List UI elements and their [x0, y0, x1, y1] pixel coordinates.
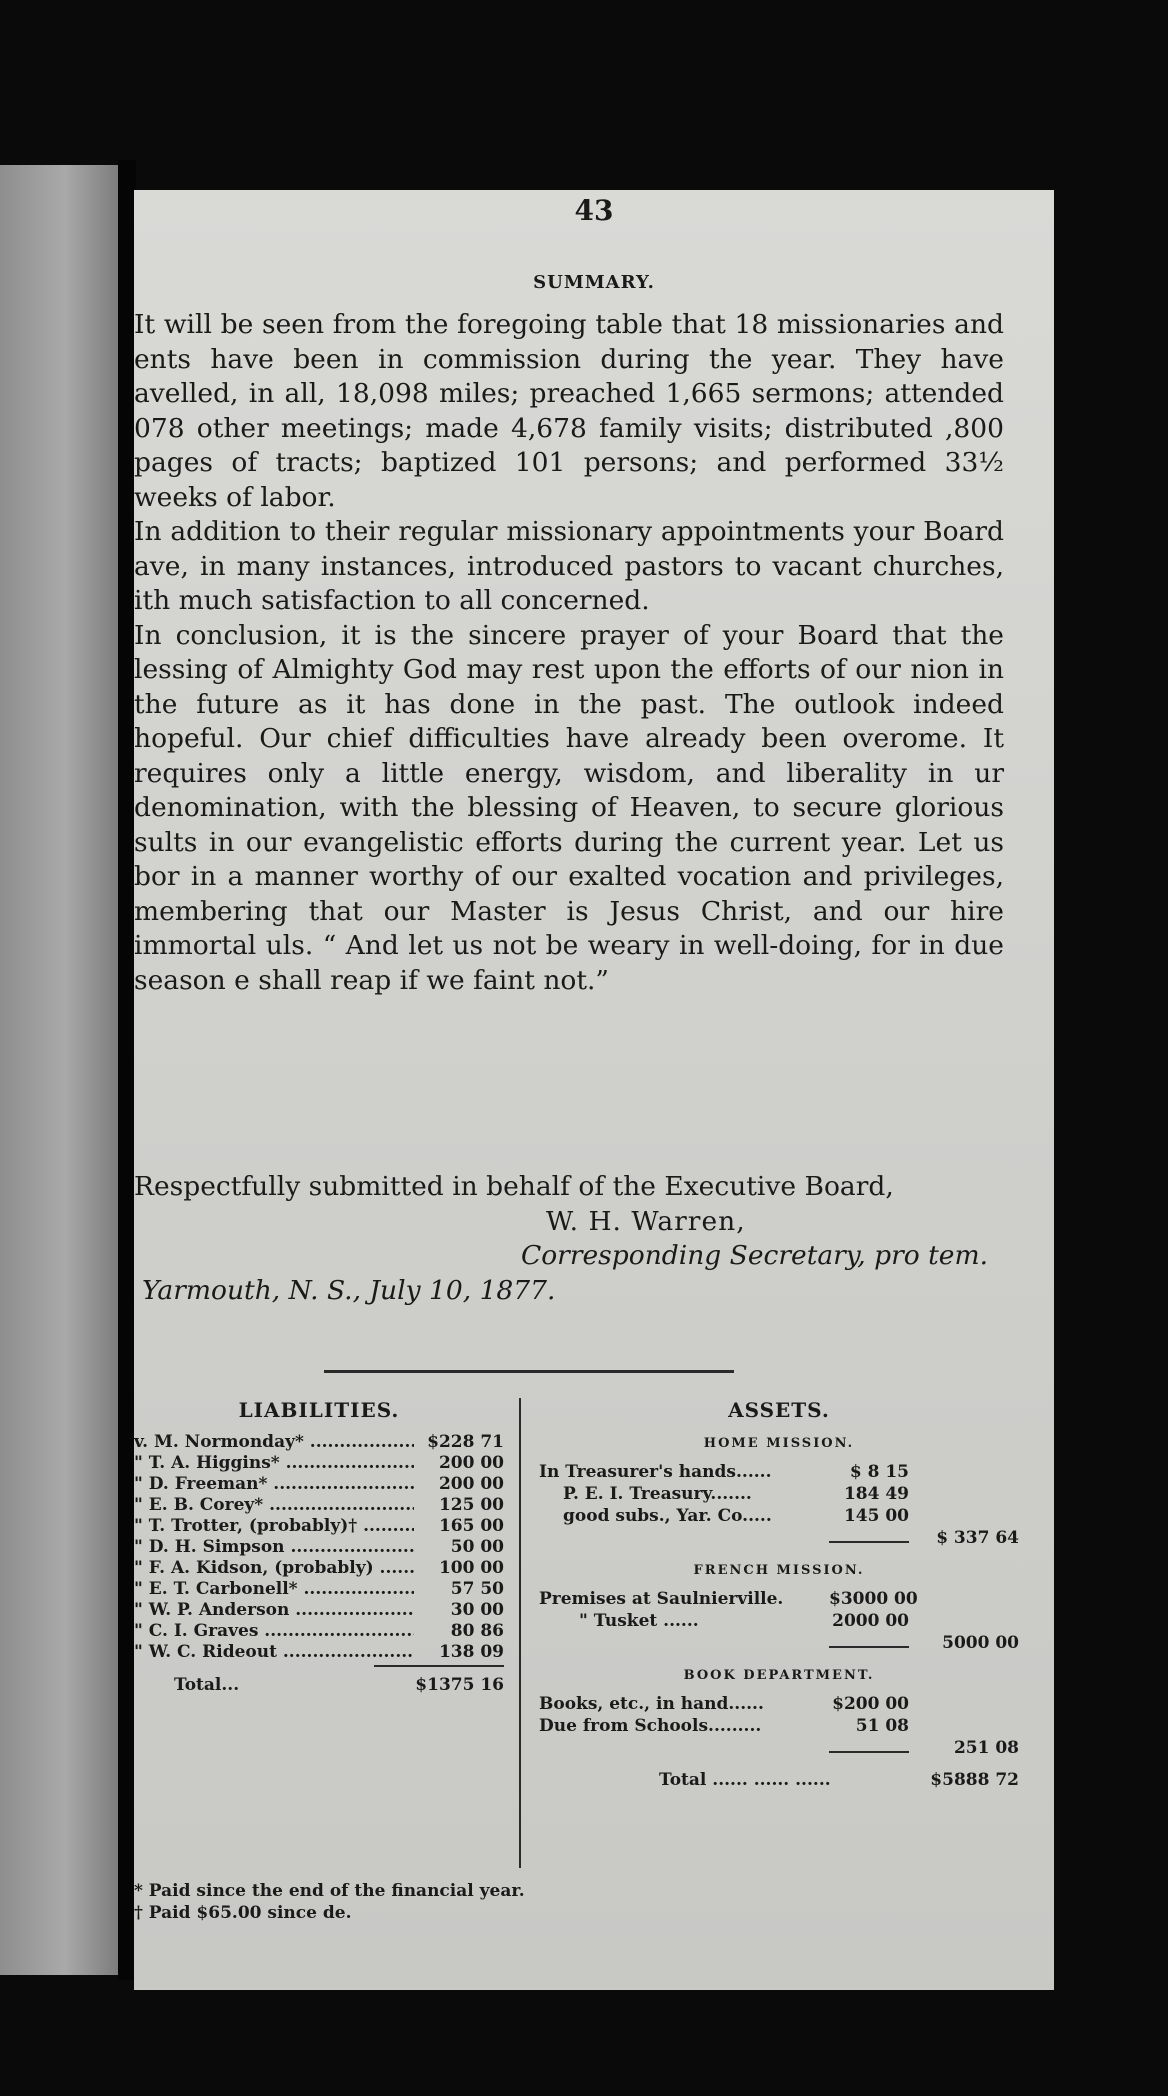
footnote: * Paid since the end of the financial year. — [134, 1881, 525, 1901]
row-name: " D. H. Simpson ..... — [134, 1537, 414, 1558]
document-page — [134, 190, 1054, 1990]
row-amount: 184 49 — [843, 1484, 909, 1504]
row-name: " F. A. Kidson, (probably) ..... — [134, 1558, 414, 1579]
liabilities-table — [134, 1398, 504, 1695]
table-row — [539, 1715, 1019, 1737]
french-mission-title: FRENCH MISSION. — [693, 1563, 865, 1578]
table-row — [134, 1537, 504, 1558]
table-row — [134, 1642, 504, 1663]
total-rule — [374, 1665, 504, 1667]
row-name: v. M. Normonday* ..... — [134, 1432, 414, 1453]
subtotal-rule — [829, 1751, 909, 1753]
facing-page-edge — [0, 165, 118, 1975]
subtotal-amount: 251 08 — [953, 1738, 1019, 1758]
row-name: " Tusket ...... — [579, 1611, 699, 1631]
row-name: In Treasurer's hands...... — [539, 1462, 772, 1482]
total-label: Total ...... ...... ...... — [659, 1770, 831, 1790]
row-name: " C. I. Graves ..... — [134, 1621, 414, 1642]
row-name: P. E. I. Treasury....... — [563, 1484, 752, 1504]
row-amount: 145 00 — [843, 1506, 909, 1526]
subtotal-amount: $ 337 64 — [936, 1528, 1019, 1548]
subtotal-row — [539, 1527, 1019, 1549]
row-name: " T. A. Higgins* ..... — [134, 1453, 414, 1474]
table-row — [134, 1453, 504, 1474]
paragraph: In addition to their regular missionary appointments your Board ave, in many instances, introduced pastors to vacant churches, ith much satisfaction to all concerned. — [134, 516, 1004, 616]
summary-body — [134, 308, 1004, 998]
row-name: Due from Schools......... — [539, 1716, 762, 1736]
table-row — [134, 1579, 504, 1600]
book-department-title: BOOK DEPARTMENT. — [683, 1668, 875, 1683]
row-amount: 200 00 — [438, 1474, 504, 1494]
row-name: Books, etc., in hand...... — [539, 1694, 764, 1714]
table-row — [539, 1505, 1019, 1527]
table-row — [134, 1558, 504, 1579]
assets-title: ASSETS. — [728, 1398, 830, 1422]
liabilities-total-row — [134, 1675, 504, 1695]
total-label: Total... — [174, 1675, 240, 1695]
table-row — [134, 1474, 504, 1495]
table-row — [134, 1621, 504, 1642]
footnotes — [134, 1880, 734, 1924]
row-amount: 50 00 — [450, 1537, 504, 1557]
row-amount: 200 00 — [438, 1453, 504, 1473]
row-amount: 80 86 — [450, 1621, 504, 1641]
place-and-date: Yarmouth, N. S., July 10, 1877. — [142, 1274, 556, 1306]
assets-table — [539, 1398, 1019, 1791]
row-amount: 57 50 — [450, 1579, 504, 1599]
row-name: Premises at Saulnierville. — [539, 1589, 784, 1609]
paragraph: It will be seen from the foregoing table that 18 missionaries and ents have been in commission during the year. They have avelled, in all, 18,098 miles; preached 1,665 sermons; attended 078 other meetings; made 4,678 family visits; distributed ,800 pages of tracts; baptized 101 persons; and performed 33½ weeks of labor. — [134, 309, 1004, 513]
row-name: " E. B. Corey* ..... — [134, 1495, 414, 1516]
column-divider — [519, 1398, 521, 1868]
liabilities-title: LIABILITIES. — [238, 1398, 400, 1422]
home-mission-title: HOME MISSION. — [703, 1436, 855, 1451]
row-amount: 165 00 — [438, 1516, 504, 1536]
paragraph: In conclusion, it is the sincere prayer of your Board that the lessing of Almighty God may rest upon the efforts of our nion in the future as it has done in the past. The outlook indeed hopeful. Our chief difficulties have already been overome. It requires only a little energy, wisdom, and liberality in ur denomination, with the blessing of Heaven, to secure glorious sults in our evangelistic efforts during the current year. Let us bor in a manner worthy of our exalted vocation and privileges, membering that our Master is Jesus Christ, and our hire immortal uls. “ And let us not be weary in well-doing, for in due season e shall reap if we faint not.” — [134, 619, 1004, 996]
section-heading: SUMMARY. — [533, 272, 655, 293]
row-name: good subs., Yar. Co..... — [563, 1506, 772, 1526]
row-name: " T. Trotter, (probably)† ..... — [134, 1516, 414, 1537]
table-row — [539, 1483, 1019, 1505]
table-row — [134, 1432, 504, 1453]
table-row — [134, 1600, 504, 1621]
signatory-title: Corresponding Secretary, pro tem. — [520, 1240, 988, 1271]
subtotal-rule — [829, 1646, 909, 1648]
assets-total-row — [539, 1769, 1019, 1791]
subtotal-amount: 5000 00 — [942, 1633, 1019, 1653]
signatory-name: W. H. Warren, — [546, 1205, 746, 1237]
subtotal-rule — [829, 1541, 909, 1543]
table-row — [539, 1588, 1019, 1610]
row-name: " D. Freeman* ..... — [134, 1474, 414, 1495]
row-amount: 30 00 — [450, 1600, 504, 1620]
row-amount: 138 09 — [438, 1642, 504, 1662]
row-amount: 2000 00 — [832, 1611, 909, 1631]
table-row — [539, 1461, 1019, 1483]
row-amount: $3000 00 — [829, 1589, 918, 1609]
row-amount: 125 00 — [438, 1495, 504, 1515]
row-name: " E. T. Carbonell* ..... — [134, 1579, 414, 1600]
table-row — [539, 1693, 1019, 1715]
section-rule — [324, 1370, 734, 1373]
row-amount: 51 08 — [855, 1716, 909, 1736]
row-amount: $200 00 — [832, 1694, 909, 1714]
table-row — [134, 1516, 504, 1537]
subtotal-row — [539, 1737, 1019, 1759]
subtotal-row — [539, 1632, 1019, 1654]
signature-block — [134, 1170, 1004, 1308]
row-name: " W. C. Rideout ..... — [134, 1642, 414, 1663]
row-amount: 100 00 — [438, 1558, 504, 1578]
table-row — [134, 1495, 504, 1516]
row-name: " W. P. Anderson ..... — [134, 1600, 414, 1621]
page-number: 43 — [574, 194, 614, 227]
total-amount: $1375 16 — [415, 1675, 504, 1695]
footnote: † Paid $65.00 since de. — [134, 1903, 352, 1923]
total-amount: $5888 72 — [930, 1770, 1019, 1790]
row-amount: $ 8 15 — [849, 1462, 909, 1482]
submission-line: Respectfully submitted in behalf of the Executive Board, — [134, 1171, 894, 1202]
table-row — [539, 1610, 1019, 1632]
row-amount: $228 71 — [427, 1432, 504, 1452]
